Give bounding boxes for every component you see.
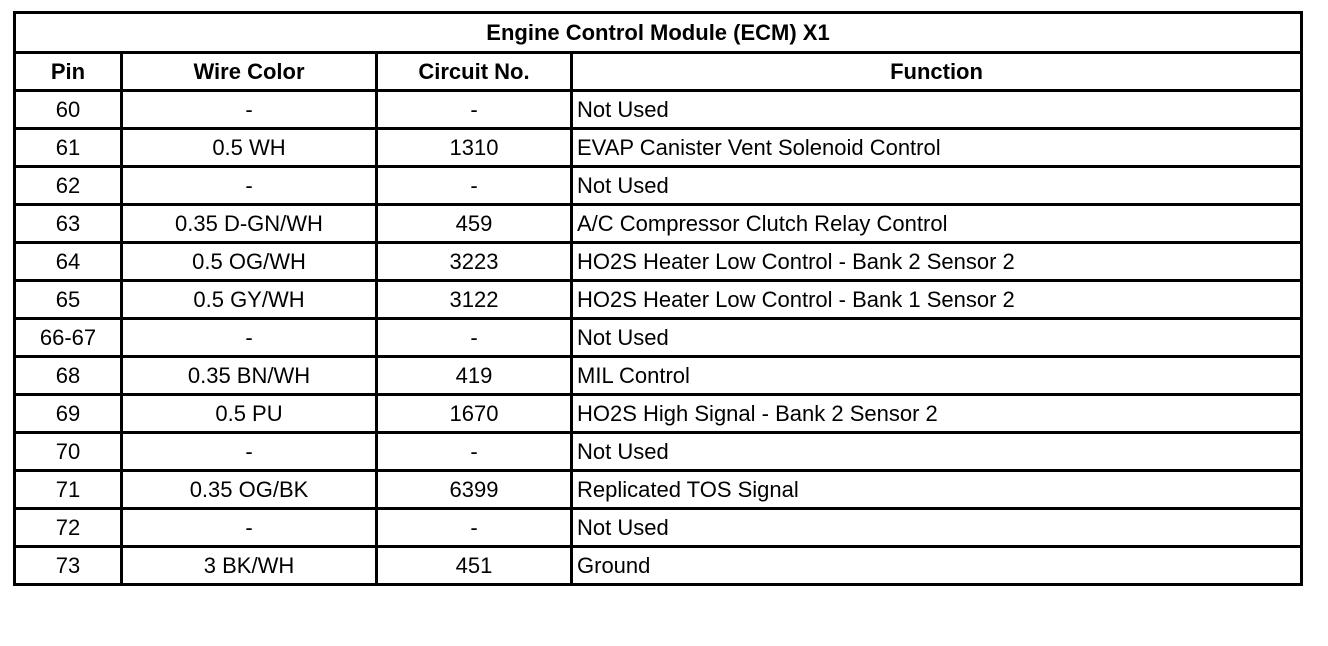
table-row [15,395,1302,433]
circuit-no-cell: - [377,167,572,205]
table-row [15,167,1302,205]
pin-cell: 72 [15,509,122,547]
circuit-no-cell: 3223 [377,243,572,281]
circuit-no-cell: 3122 [377,281,572,319]
column-header-function: Function [572,53,1302,91]
function-cell: MIL Control [572,357,1302,395]
function-cell: HO2S Heater Low Control - Bank 1 Sensor 2 [572,281,1302,319]
pin-cell: 68 [15,357,122,395]
wire-color-cell: 0.35 D-GN/WH [122,205,377,243]
pin-cell: 66-67 [15,319,122,357]
function-cell: EVAP Canister Vent Solenoid Control [572,129,1302,167]
function-cell: HO2S Heater Low Control - Bank 2 Sensor 2 [572,243,1302,281]
table-row [15,91,1302,129]
function-cell: Not Used [572,91,1302,129]
table-title-row [15,13,1302,53]
pin-cell: 71 [15,471,122,509]
wire-color-cell: 0.5 GY/WH [122,281,377,319]
function-cell: HO2S High Signal - Bank 2 Sensor 2 [572,395,1302,433]
table-row [15,433,1302,471]
wire-color-cell: 0.5 WH [122,129,377,167]
wire-color-cell: 0.5 OG/WH [122,243,377,281]
circuit-no-cell: - [377,319,572,357]
circuit-no-cell: 1670 [377,395,572,433]
wire-color-cell: 0.5 PU [122,395,377,433]
function-cell: Replicated TOS Signal [572,471,1302,509]
pin-cell: 62 [15,167,122,205]
circuit-no-cell: 459 [377,205,572,243]
table-row [15,357,1302,395]
table-row [15,205,1302,243]
table-row [15,243,1302,281]
circuit-no-cell: - [377,433,572,471]
table-title: Engine Control Module (ECM) X1 [15,13,1302,53]
function-cell: Not Used [572,167,1302,205]
pin-cell: 69 [15,395,122,433]
table-row [15,129,1302,167]
circuit-no-cell: 419 [377,357,572,395]
table-row [15,281,1302,319]
wire-color-cell: 0.35 OG/BK [122,471,377,509]
column-header-circuit-no: Circuit No. [377,53,572,91]
table-row [15,319,1302,357]
wire-color-cell: 3 BK/WH [122,547,377,585]
wire-color-cell: - [122,433,377,471]
circuit-no-cell: - [377,509,572,547]
table-row [15,547,1302,585]
function-cell: Not Used [572,319,1302,357]
circuit-no-cell: 1310 [377,129,572,167]
pin-cell: 70 [15,433,122,471]
table-row [15,509,1302,547]
pin-cell: 60 [15,91,122,129]
circuit-no-cell: 451 [377,547,572,585]
circuit-no-cell: - [377,91,572,129]
function-cell: Not Used [572,433,1302,471]
function-cell: Ground [572,547,1302,585]
pin-cell: 64 [15,243,122,281]
table-header-row [15,53,1302,91]
pin-cell: 61 [15,129,122,167]
column-header-pin: Pin [15,53,122,91]
pin-cell: 65 [15,281,122,319]
ecm-connector-table [13,11,1303,586]
table-row [15,471,1302,509]
function-cell: Not Used [572,509,1302,547]
column-header-wire-color: Wire Color [122,53,377,91]
wire-color-cell: 0.35 BN/WH [122,357,377,395]
pin-cell: 63 [15,205,122,243]
pin-cell: 73 [15,547,122,585]
wire-color-cell: - [122,319,377,357]
function-cell: A/C Compressor Clutch Relay Control [572,205,1302,243]
wire-color-cell: - [122,167,377,205]
wire-color-cell: - [122,91,377,129]
wire-color-cell: - [122,509,377,547]
circuit-no-cell: 6399 [377,471,572,509]
